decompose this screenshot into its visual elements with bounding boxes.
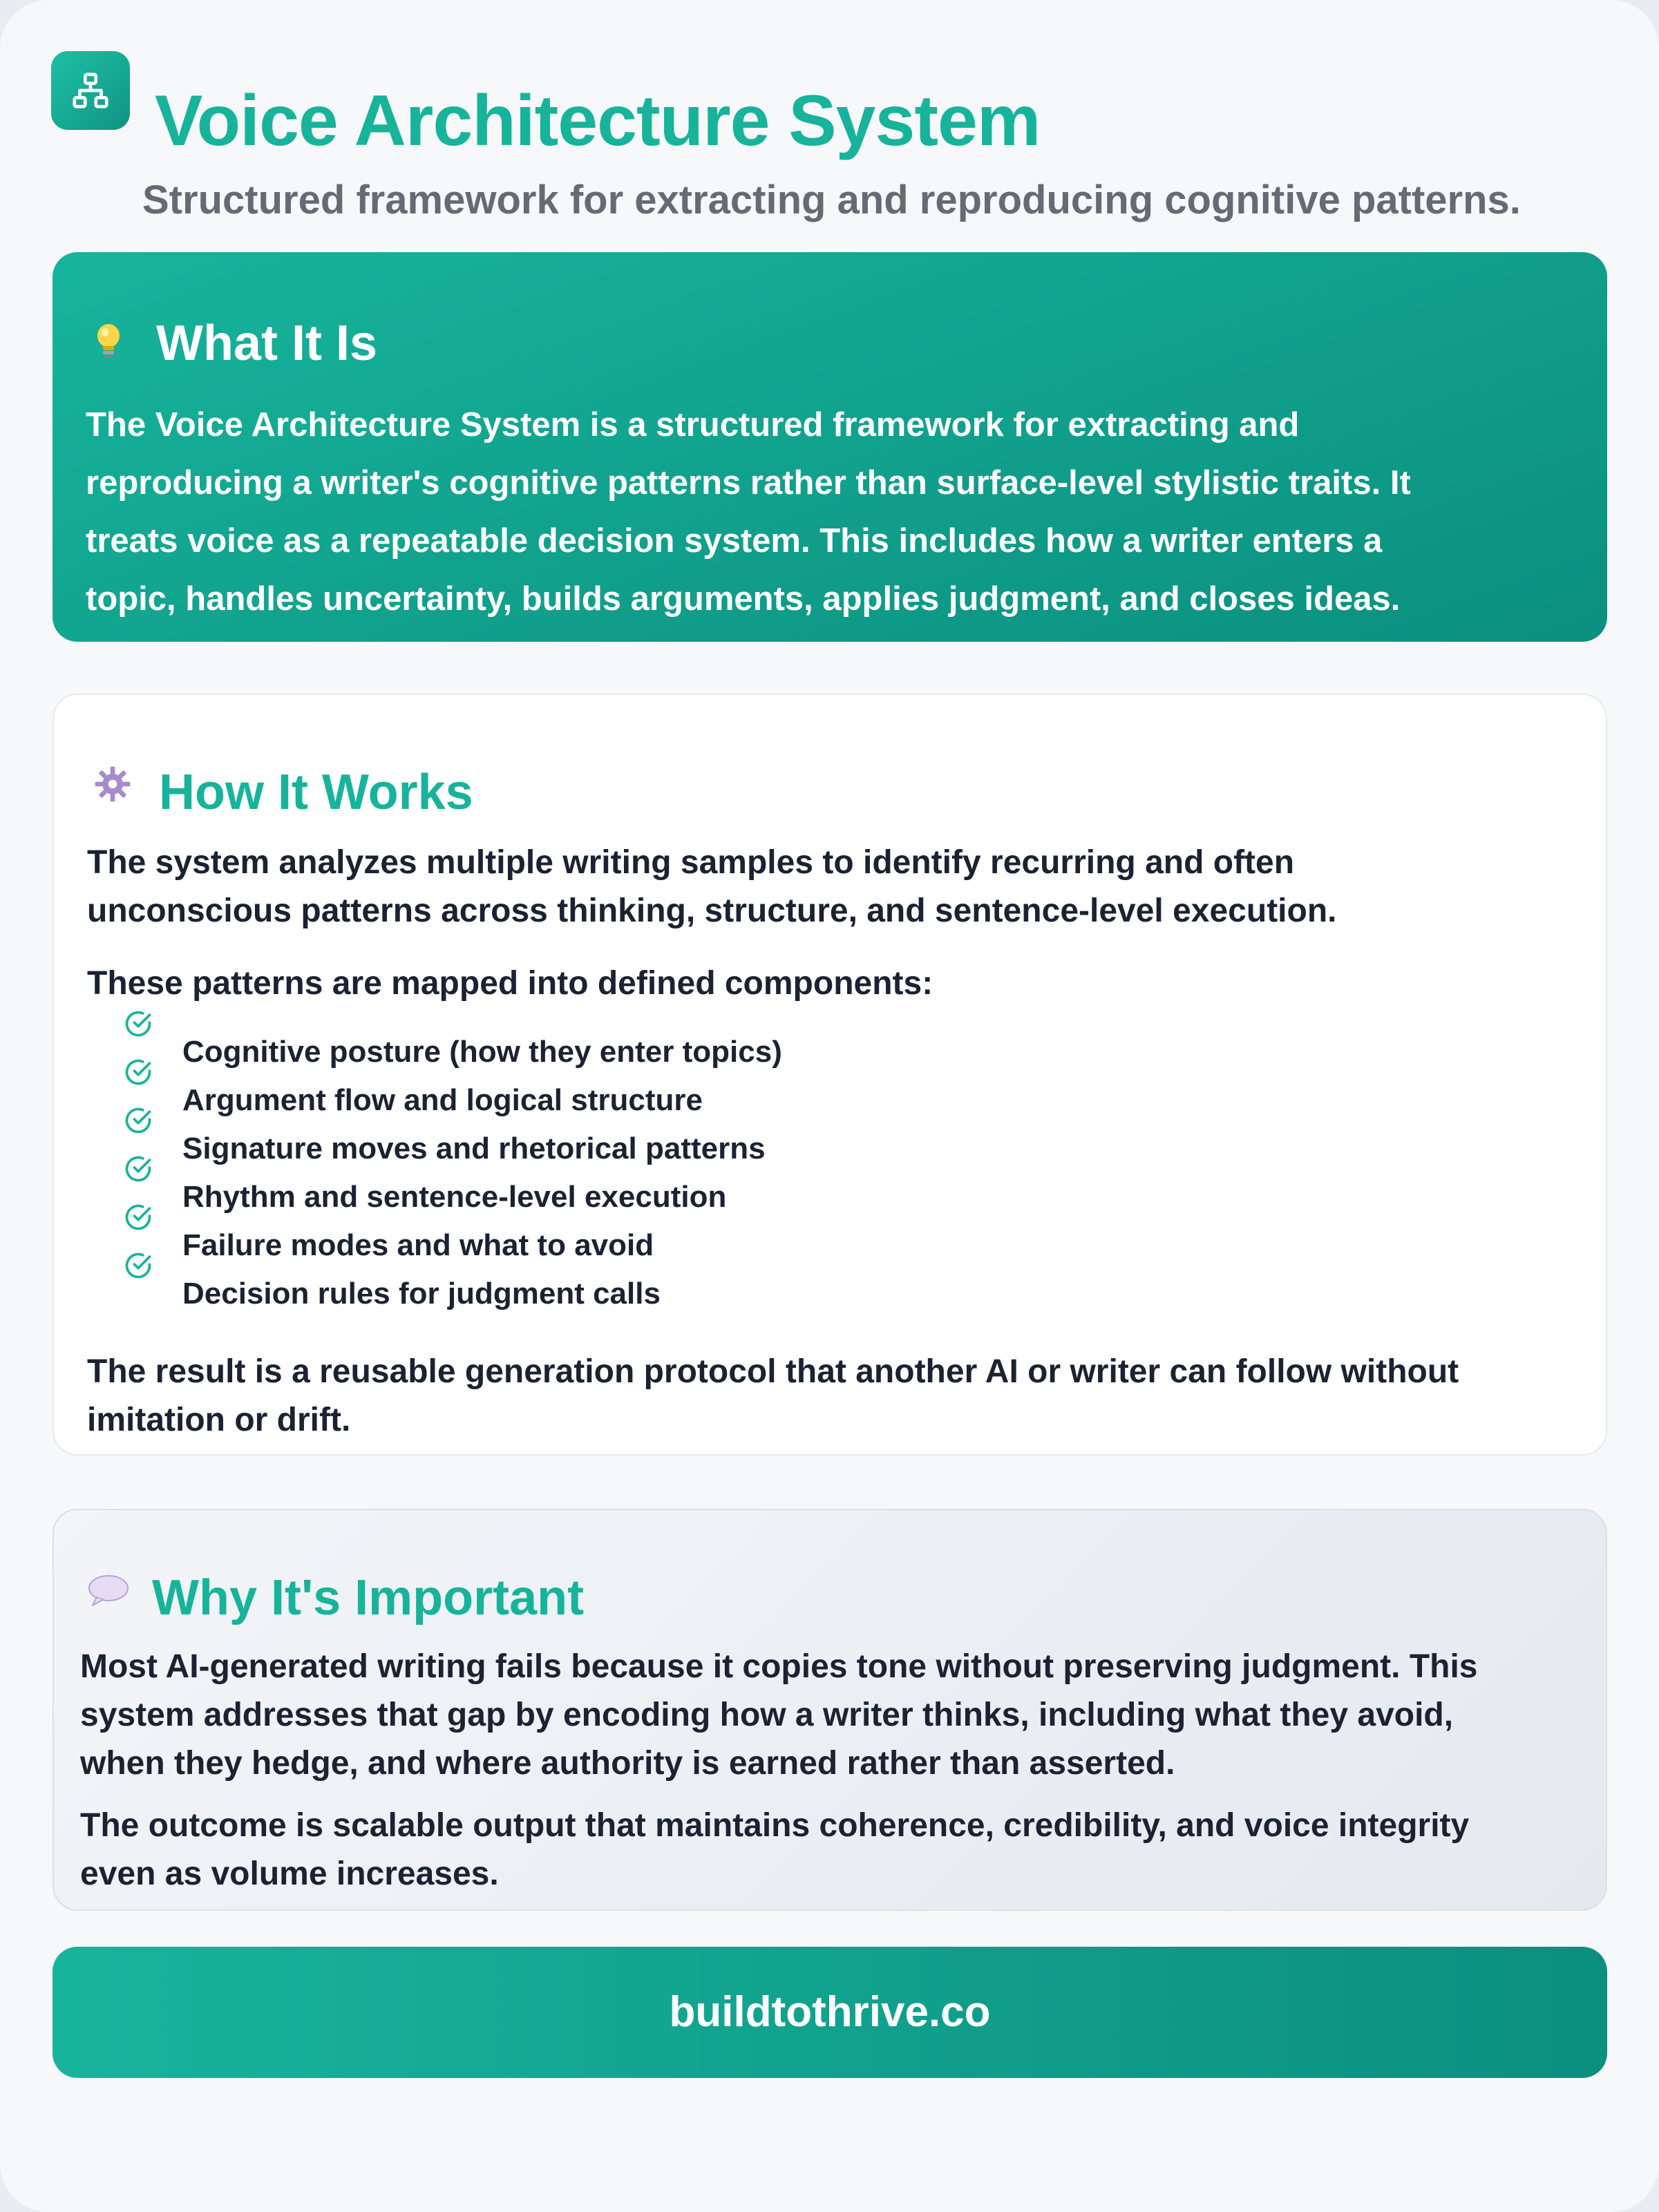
component-label: Cognitive posture (how they enter topics) [182, 1035, 782, 1069]
text-line: The Voice Architecture System is a structured framework for extracting and [86, 406, 1300, 444]
text-line: reproducing a writer's cognitive patterns rather than surface-level stylistic traits. It [86, 464, 1411, 502]
how-it-works-card [53, 694, 1607, 1456]
text-line: imitation or drift. [87, 1402, 351, 1438]
components-lead-in: These patterns are mapped into defined components: [87, 965, 933, 1002]
what-it-is-card [53, 252, 1607, 642]
sitemap-icon [51, 51, 130, 130]
component-label: Argument flow and logical structure [182, 1083, 703, 1117]
component-label: Signature moves and rhetorical patterns [182, 1132, 766, 1165]
text-line: topic, handles uncertainty, builds arguments, applies judgment, and closes ideas. [86, 580, 1401, 618]
page-subtitle: Structured framework for extracting and reproducing cognitive patterns. [142, 178, 1521, 222]
text-line: when they hedge, and where authority is earned rather than asserted. [80, 1745, 1175, 1782]
component-label: Failure modes and what to avoid [182, 1228, 654, 1262]
what-it-is-paragraph [86, 396, 1411, 628]
speech-bubble-icon [87, 1574, 130, 1612]
text-line: unconscious patterns across thinking, structure, and sentence-level execution. [87, 893, 1337, 929]
why-important-card [53, 1509, 1607, 1911]
text-line: The result is a reusable generation protocol that another AI or writer can follow without [87, 1353, 1459, 1390]
footer-banner [53, 1947, 1607, 2078]
component-label: Decision rules for judgment calls [182, 1277, 661, 1310]
footer-link[interactable]: buildtothrive.co [669, 1988, 991, 2036]
gear-icon [93, 764, 133, 808]
check-circle-icon [123, 1261, 167, 1310]
how-it-works-result [87, 1348, 1459, 1445]
text-line: The outcome is scalable output that maintains coherence, credibility, and voice integrity [80, 1807, 1470, 1844]
why-important-paragraph-1 [80, 1643, 1478, 1788]
lightbulb-icon [91, 321, 126, 363]
text-line: system addresses that gap by encoding how a writer thinks, including what they avoid, [80, 1697, 1454, 1733]
how-it-works-title: How It Works [159, 765, 473, 820]
components-list [123, 1020, 782, 1310]
why-important-paragraph-2 [80, 1802, 1469, 1898]
text-line: The system analyzes multiple writing samples to identify recurring and often [87, 844, 1295, 881]
text-line: even as volume increases. [80, 1856, 499, 1892]
how-it-works-intro [87, 839, 1336, 935]
list-item [123, 1020, 782, 1068]
page-title: Voice Architecture System [155, 81, 1041, 161]
component-label: Rhythm and sentence-level execution [182, 1180, 727, 1214]
text-line: Most AI-generated writing fails because it copies tone without preserving judgment. This [80, 1648, 1478, 1685]
why-important-title: Why It's Important [152, 1570, 585, 1625]
what-it-is-title: What It Is [156, 316, 377, 371]
text-line: treats voice as a repeatable decision system. This includes how a writer enters a [86, 522, 1383, 560]
